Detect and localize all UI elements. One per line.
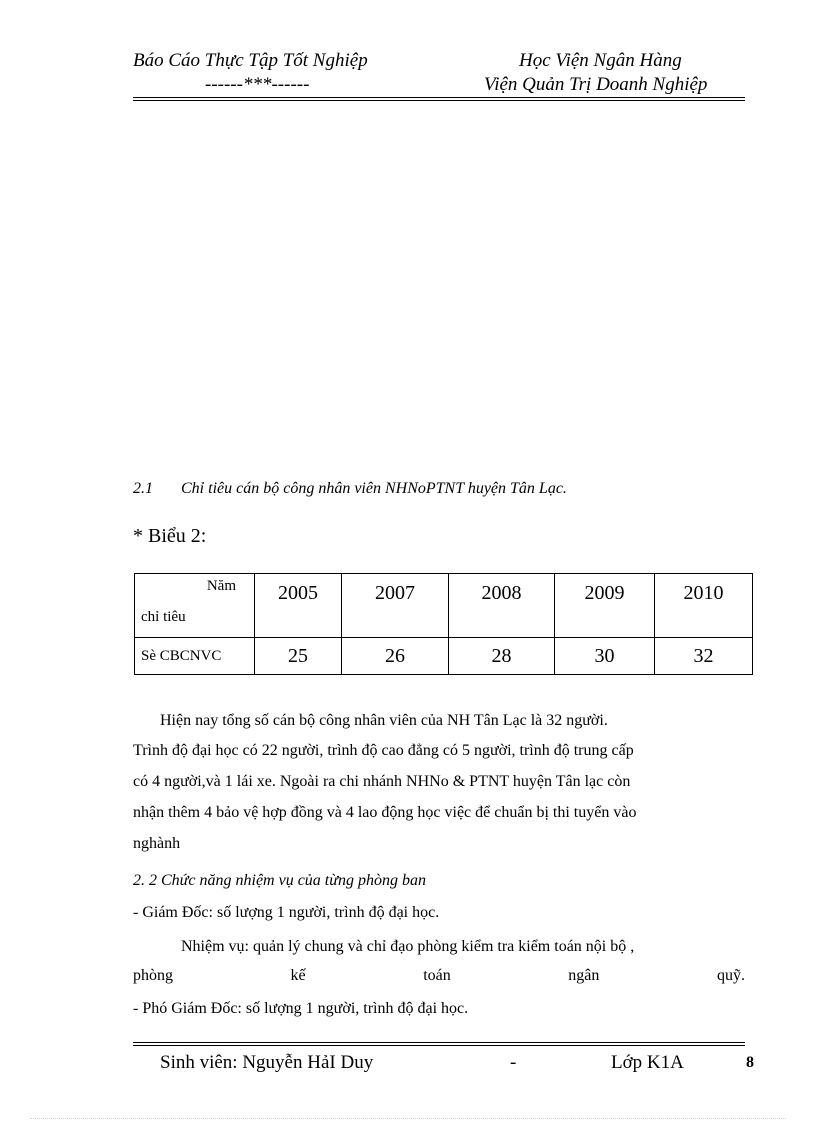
table-row xyxy=(135,638,753,675)
year-cell: 2009 xyxy=(555,574,655,638)
header-department: Viện Quản Trị Doanh Nghiệp xyxy=(484,74,708,95)
section-2-1-heading xyxy=(133,480,567,498)
duty-line: Nhiệm vụ: quản lý chung và chỉ đạo phòng kiểm tra kiểm toán nội bộ , xyxy=(181,938,635,955)
header-report-title: Báo Cáo Thực Tập Tốt Nghiệp xyxy=(133,50,368,71)
word: kế xyxy=(290,967,306,984)
year-cell: 2010 xyxy=(655,574,753,638)
paragraph-line: Trình độ đại học có 22 người, trình độ cao đẳng có 5 người, trình độ trung cấp xyxy=(133,742,634,759)
word: ngân xyxy=(568,967,600,984)
paragraph-line: nhận thêm 4 bảo vệ hợp đồng và 4 lao động học việc để chuẩn bị thi tuyển vào xyxy=(133,804,637,821)
footer-dash: - xyxy=(510,1052,517,1073)
paragraph-line: Hiện nay tổng số cán bộ công nhân viên của NH Tân Lạc là 32 người. xyxy=(160,712,608,729)
year-cell: 2007 xyxy=(342,574,449,638)
row-label-cell: Sè CBCNVC xyxy=(135,638,255,675)
footer-rule-bottom xyxy=(133,1045,745,1046)
word: phòng xyxy=(133,967,173,984)
value-cell: 25 xyxy=(255,638,342,675)
footer-class: Lớp K1A xyxy=(611,1052,684,1073)
corner-year-label: Năm xyxy=(206,578,236,594)
footer-rule-top xyxy=(133,1042,745,1043)
corner-indicator-label: chỉ tiêu xyxy=(141,609,186,625)
section-title: Chỉ tiêu cán bộ công nhân viên NHNoPTNT huyện Tân Lạc. xyxy=(181,480,567,497)
paragraph-line: có 4 người,và 1 lái xe. Ngoài ra chi nhánh NHNo & PTNT huyện Tân lạc còn xyxy=(133,773,631,790)
director-line: - Giám Đốc: số lượng 1 người, trình độ đại học. xyxy=(133,904,440,921)
header-decoration: ------***------ xyxy=(205,74,310,95)
header-institution: Học Viện Ngân Hàng xyxy=(519,50,682,71)
value-cell: 30 xyxy=(555,638,655,675)
page-edge-divider xyxy=(30,1118,786,1119)
word: toán xyxy=(423,967,451,984)
table-corner-cell xyxy=(135,574,255,638)
duty-line-justified xyxy=(133,967,745,985)
year-cell: 2005 xyxy=(255,574,342,638)
word: quỹ. xyxy=(716,967,745,984)
header-rule-top xyxy=(133,97,745,98)
staff-table xyxy=(134,573,753,675)
value-cell: 26 xyxy=(342,638,449,675)
table-header-row xyxy=(135,574,753,638)
value-cell: 28 xyxy=(449,638,555,675)
section-number: 2.1 xyxy=(133,480,153,497)
section-2-2-heading: 2. 2 Chức năng nhiệm vụ của từng phòng ban xyxy=(133,872,426,889)
chart-label: * Biểu 2: xyxy=(133,525,207,547)
year-cell: 2008 xyxy=(449,574,555,638)
header-rule-bottom xyxy=(133,100,745,101)
deputy-line: - Phó Giám Đốc: số lượng 1 người, trình độ đại học. xyxy=(133,1000,469,1017)
page-number: 8 xyxy=(746,1054,754,1071)
paragraph-line: nghành xyxy=(133,835,181,852)
value-cell: 32 xyxy=(655,638,753,675)
footer-student: Sinh viên: Nguyễn HảI Duy xyxy=(160,1052,374,1073)
